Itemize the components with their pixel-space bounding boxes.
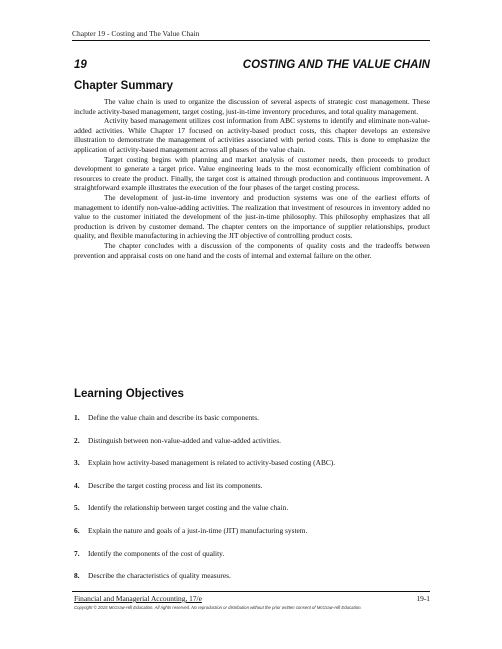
objective-text: Describe the characteristics of quality measures. [88, 571, 231, 581]
summary-paragraph: Activity based management utilizes cost information from ABC systems to identify and eliminate non-value-added activities. While Chapter 17 focused on activity-based product costs, this chapter develops an extensive illustration to demonstrate the management of activities associated with period costs. This is done to emphasize the application of activity-based management across all phases of the value chain. [74, 116, 430, 154]
objective-text: Define the value chain and describe its basic components. [88, 413, 259, 422]
objective-item [74, 549, 434, 572]
chapter-title-text: COSTING AND THE VALUE CHAIN [242, 59, 430, 71]
objective-item [74, 526, 434, 549]
objective-item [74, 503, 434, 526]
page-number: 19-1 [416, 594, 430, 603]
objectives-heading: Learning Objectives [74, 388, 184, 400]
learning-objectives-list [74, 413, 434, 594]
copyright-notice: Copyright © 2015 McGraw-Hill Education. All rights reserved. No reproduction or distribution without the prior written consent of McGraw-Hill Education. [74, 605, 362, 610]
summary-paragraph: The chapter concludes with a discussion of the components of quality costs and the tradeoffs between prevention and appraisal costs on one hand and the costs of internal and external failure on the other. [74, 240, 430, 260]
chapter-title [74, 59, 430, 71]
objective-number: 3. [74, 458, 80, 468]
objective-number: 7. [74, 548, 80, 558]
objective-number: 6. [74, 525, 80, 535]
objective-item [74, 413, 434, 436]
objective-number: 1. [74, 413, 80, 422]
summary-paragraph: The development of just-in-time inventory and production systems was one of the earliest efforts of management to identify non-value-adding activities. The realization that investment of resources in inventory added no value to the customer initiated the development of the just-in-time philosophy. This philosophy emphasizes that all production is driven by customer demand. The chapter centers on the importance of supplier relationships, product quality, and flexible manufacturing in achieving the JIT objective of controlling product costs. [74, 192, 430, 241]
objective-text: Identify the relationship between target costing and the value chain. [88, 503, 289, 513]
objective-item [74, 481, 434, 504]
summary-paragraph: The value chain is used to organize the discussion of several aspects of strategic cost management. These include activity-based management, target costing, just-in-time inventory procedures, and total quality management. [74, 97, 430, 116]
footer-book-title: Financial and Managerial Accounting, 17/e [74, 594, 202, 603]
objective-number: 5. [74, 503, 80, 513]
objective-text: Identify the components of the cost of quality. [88, 548, 225, 558]
chapter-number: 19 [74, 59, 87, 71]
objective-text: Explain how activity-based management is related to activity-based costing (ABC). [88, 458, 336, 468]
objective-number: 8. [74, 571, 80, 581]
objective-text: Distinguish between non-value-added and value-added activities. [88, 435, 281, 445]
objective-number: 2. [74, 435, 80, 445]
summary-paragraph: Target costing begins with planning and market analysis of customer needs, then proceeds to product development to generate a target price. Value engineering leads to the most economically efficient combination of resources to create the product. Finally, the target cost is attained through production and continuous improvement. A straightforward example illustrates the execution of the four phases of the target costing process. [74, 154, 430, 193]
objective-text: Describe the target costing process and list its components. [88, 480, 263, 490]
objective-text: Explain the nature and goals of a just-in-time (JIT) manufacturing system. [88, 525, 308, 535]
footer-rule [72, 591, 430, 592]
header-rule [72, 40, 430, 41]
running-head: Chapter 19 - Costing and The Value Chain [72, 29, 200, 38]
objective-item [74, 436, 434, 459]
chapter-summary [74, 97, 430, 260]
objective-item [74, 458, 434, 481]
objective-number: 4. [74, 480, 80, 490]
summary-heading: Chapter Summary [74, 80, 174, 92]
